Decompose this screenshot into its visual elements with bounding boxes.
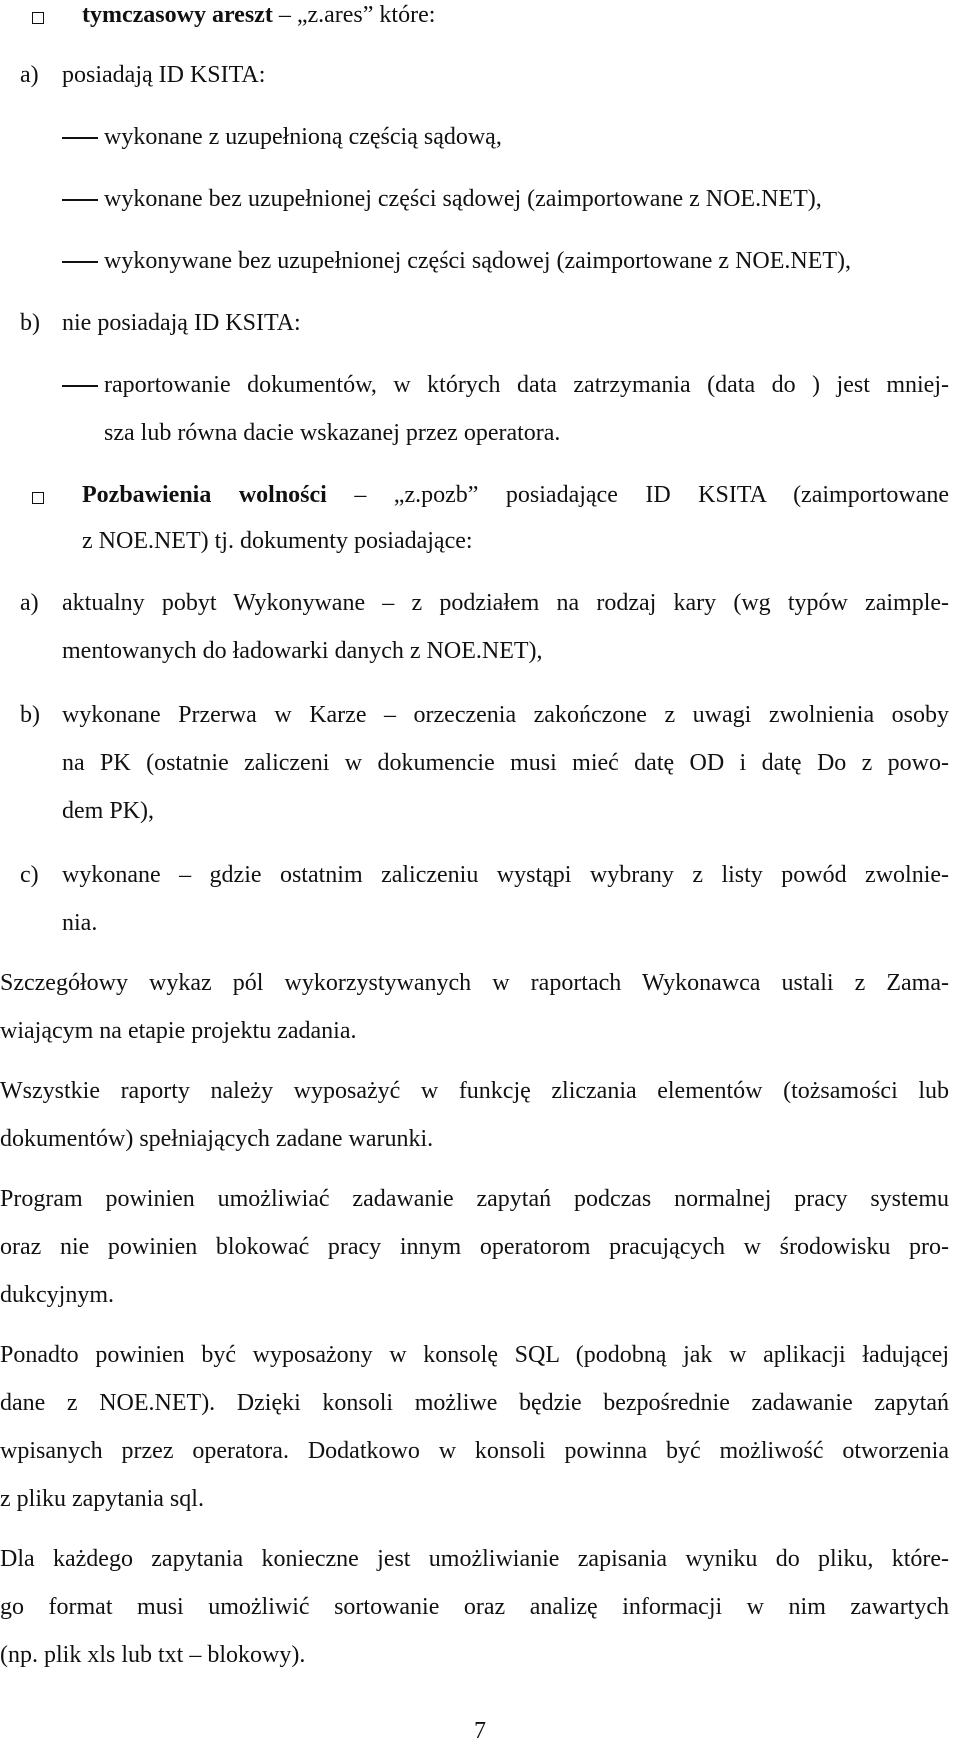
list-item-line: sza lub równa dacie wskazanej przez operatora. [104,420,561,446]
paragraph-line: Dla każdego zapytania konieczne jest umożliwianie zapisania wyniku do pliku, które- [0,1546,949,1572]
list-label-c: c) [20,862,39,888]
list-label-a: a) [20,590,39,616]
list-label-b: b) [20,702,40,728]
paragraph-line: Wszystkie raporty należy wyposażyć w funkcję zliczania elementów (tożsamości lub [0,1078,949,1104]
list-item-line: wykonane Przerwa w Karze – orzeczenia zakończone z uwagi zwolnienia osoby [62,702,949,728]
page-number: 7 [474,1718,486,1744]
section-title: tymczasowy areszt [82,2,273,28]
list-item-line: wykonane – gdzie ostatnim zaliczeniu wystąpi wybrany z listy powód zwolnie- [62,862,949,888]
section-heading-pozbawienia-wolnosci [82,480,949,510]
checkbox-bullet-icon [32,492,44,504]
section-suffix: – „z.pozb” posiadające ID KSITA (zaimportowane [326,482,949,508]
list-item: wykonane z uzupełnioną częścią sądową, [104,124,502,150]
section-heading-tymczasowy-areszt [82,0,435,30]
list-text-a: posiadają ID KSITA: [62,62,266,88]
list-label-a: a) [20,62,39,88]
list-item: wykonane bez uzupełnionej części sądowej (zaimportowane z NOE.NET), [104,186,822,212]
paragraph-line: wiającym na etapie projektu zadania. [0,1018,357,1044]
dash-bullet-icon [62,261,98,263]
paragraph-line: Szczegółowy wykaz pól wykorzystywanych w raportach Wykonawca ustali z Zama- [0,970,949,996]
list-item-line: na PK (ostatnie zaliczeni w dokumencie musi mieć datę OD i datę Do z powo- [62,750,949,776]
dash-bullet-icon [62,137,98,139]
paragraph-line: dokumentów) spełniających zadane warunki. [0,1126,434,1152]
checkbox-bullet-icon [32,12,44,24]
paragraph-line: dukcyjnym. [0,1282,114,1308]
section-suffix: – „z.ares” które: [272,2,436,28]
list-item: wykonywane bez uzupełnionej części sądowej (zaimportowane z NOE.NET), [104,248,852,274]
list-label-b: b) [20,310,40,336]
section-heading-line2: z NOE.NET) tj. dokumenty posiadające: [82,528,473,554]
paragraph-line: dane z NOE.NET). Dzięki konsoli możliwe będzie bezpośrednie zadawanie zapytań [0,1390,949,1416]
list-item-line: raportowanie dokumentów, w których data zatrzymania (data do ) jest mniej- [104,372,949,398]
list-item-line: mentowanych do ładowarki danych z NOE.NET), [62,638,543,664]
list-item-line: dem PK), [62,798,154,824]
dash-bullet-icon [62,385,98,387]
paragraph-line: oraz nie powinien blokować pracy innym operatorom pracujących w środowisku pro- [0,1234,949,1260]
list-item-line: nia. [62,910,98,936]
paragraph-line: go format musi umożliwić sortowanie oraz analizę informacji w nim zawartych [0,1594,949,1620]
paragraph-line: wpisanych przez operatora. Dodatkowo w konsoli powinna być możliwość otworzenia [0,1438,949,1464]
paragraph-line: z pliku zapytania sql. [0,1486,204,1512]
paragraph-line: Ponadto powinien być wyposażony w konsolę SQL (podobną jak w aplikacji ładującej [0,1342,949,1368]
paragraph-line: (np. plik xls lub txt – blokowy). [0,1642,306,1668]
list-item-line: aktualny pobyt Wykonywane – z podziałem na rodzaj kary (wg typów zaimple- [62,590,949,616]
dash-bullet-icon [62,199,98,201]
list-text-b: nie posiadają ID KSITA: [62,310,301,336]
section-title: Pozbawienia wolności [82,482,327,508]
paragraph-line: Program powinien umożliwiać zadawanie zapytań podczas normalnej pracy systemu [0,1186,949,1212]
